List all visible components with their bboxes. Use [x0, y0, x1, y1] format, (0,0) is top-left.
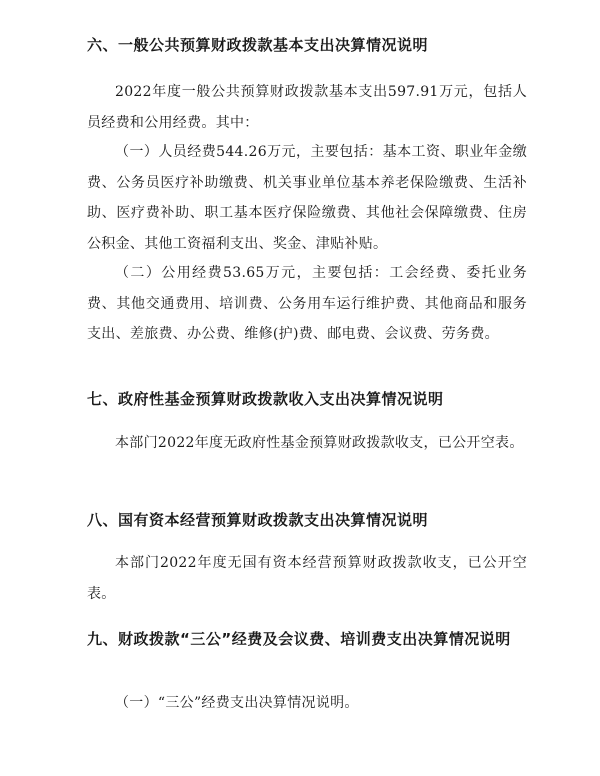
- section-9-heading: 九、财政拨款“三公”经费及会议费、培训费支出决算情况说明: [87, 630, 511, 648]
- section-9-subheading: （一）“三公”经费支出决算情况说明。: [115, 695, 359, 711]
- section-8-body: 本部门2022年度无国有资本经营预算财政拨款收支，已公开空表。: [87, 555, 527, 602]
- section-6-public-expenses: （二）公用经费53.65万元，主要包括：工会经费、委托业务费、其他交通费用、培训费、公务用车运行维护费、其他商品和服务支出、差旅费、办公费、维修(护)费、邮电费、会议费、劳务费。: [87, 265, 527, 342]
- section-8-heading: 八、国有资本经营预算财政拨款支出决算情况说明: [87, 511, 429, 529]
- section-7-heading: 七、政府性基金预算财政拨款收入支出决算情况说明: [87, 390, 444, 408]
- section-6-heading: 六、一般公共预算财政拨款基本支出决算情况说明: [87, 36, 429, 54]
- section-7-body: 本部门2022年度无政府性基金预算财政拨款收支，已公开空表。: [115, 435, 524, 451]
- section-6-personnel-expenses: （一）人员经费544.26万元，主要包括：基本工资、职业年金缴费、公务员医疗补助缴费、机关事业单位基本养老保险缴费、生活补助、医疗费补助、职工基本医疗保险缴费、其他社会保障缴费、住房公积金、其他工资福利支出、奖金、津贴补贴。: [87, 144, 527, 252]
- section-6-intro: 2022年度一般公共预算财政拨款基本支出597.91万元，包括人员经费和公用经费。其中：: [87, 84, 527, 131]
